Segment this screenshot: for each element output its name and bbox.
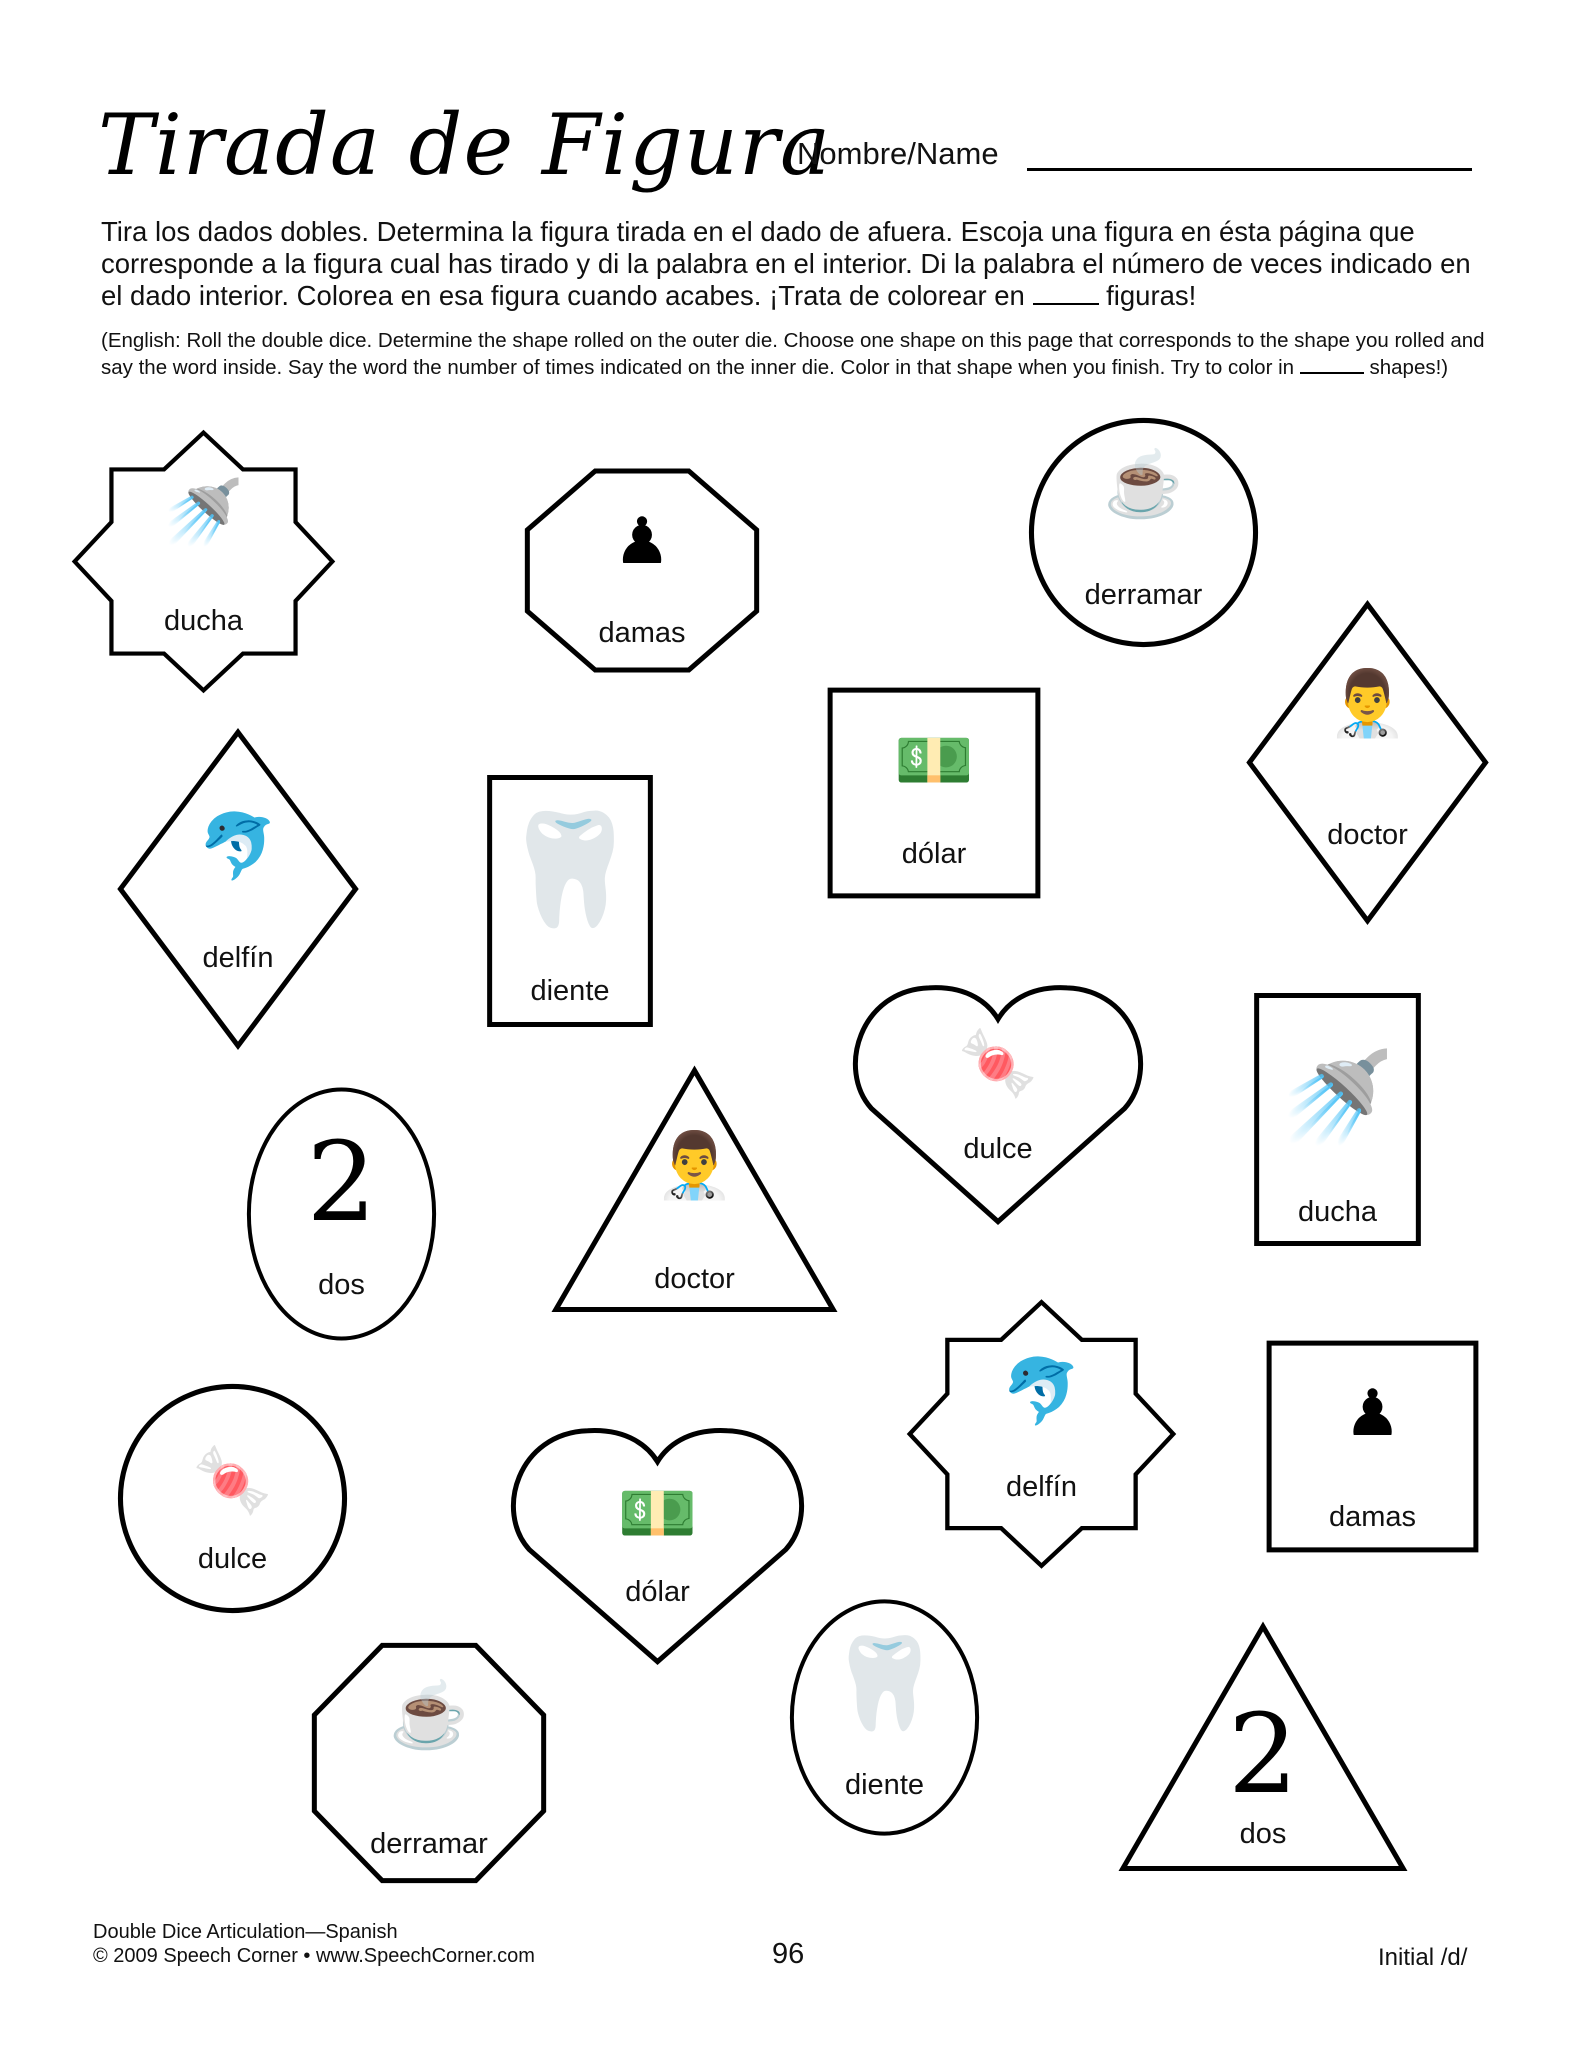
star-outline (72, 430, 335, 693)
heart-outline (854, 983, 1142, 1224)
shape-word: dos (1239, 1818, 1287, 1850)
shower-icon: 🚿 (1281, 1048, 1394, 1148)
spill-icon: ☕ (389, 1679, 469, 1751)
footer-copyright: © 2009 Speech Corner • www.SpeechCorner.com (93, 1945, 535, 1967)
instructions-spanish (101, 216, 1491, 312)
page-number: 96 (772, 1938, 805, 1970)
dollar-bill-icon: 💵 (894, 724, 974, 796)
shape-triangle-doctor[interactable] (553, 1068, 836, 1312)
diamond-outline (118, 729, 358, 1049)
goal-count-blank[interactable] (1033, 303, 1099, 305)
shape-circle-derramar[interactable] (1028, 417, 1259, 648)
instructions-english (101, 327, 1491, 381)
shape-triangle-dos[interactable] (1120, 1624, 1406, 1871)
number-two: 2 (306, 1118, 377, 1246)
shape-word: delfín (202, 942, 274, 974)
star-outline (907, 1299, 1176, 1569)
dolphin-icon: 🐬 (198, 810, 278, 882)
shape-word: diente (844, 1769, 924, 1801)
shape-word: dos (318, 1269, 365, 1301)
page-title: Tirada de Figura (98, 96, 832, 194)
shape-rectangle-diente[interactable] (488, 775, 652, 1027)
shower-icon: 🚿 (163, 476, 244, 548)
shape-word: delfín (1006, 1471, 1077, 1503)
dollar-bill-icon: 💵 (617, 1477, 698, 1549)
shape-word: doctor (654, 1263, 735, 1295)
footer-book-title: Double Dice Articulation—Spanish (93, 1921, 398, 1943)
shape-word: dólar (901, 838, 967, 870)
candy-icon: 🍬 (958, 1027, 1038, 1099)
shape-word: ducha (163, 605, 243, 637)
diamond-outline (1247, 601, 1488, 924)
instructions-spanish-text: Tira los dados dobles. Determina la figura tirada en el dado de afuera. Escoja una figura en ésta página que corresponde a la figura cual has tirado y di la palabra en el interior. Di la palabra el número de veces indicado en el dado interior. Colorea en esa figura cuando acabes. ¡Trata de colorear en (101, 216, 1471, 311)
shape-word: dulce (963, 1133, 1033, 1165)
shape-word: damas (598, 617, 686, 649)
tooth-icon: 🦷 (828, 1634, 941, 1734)
shape-word: derramar (1084, 579, 1203, 611)
doctor-icon: 👨‍⚕️ (1327, 667, 1408, 739)
shape-rectangle-dolar[interactable] (828, 688, 1040, 898)
candy-icon: 🍬 (192, 1444, 273, 1516)
shape-circle-dulce[interactable] (117, 1383, 348, 1614)
instructions-english-end: shapes!) (1369, 356, 1449, 379)
shape-word: dólar (625, 1576, 690, 1608)
shape-diamond-delfin[interactable] (118, 729, 358, 1049)
shape-word: derramar (370, 1828, 488, 1860)
checkers-icon: ♟ (1343, 1377, 1402, 1449)
shape-word: dulce (197, 1543, 268, 1575)
shape-star-ducha[interactable] (72, 430, 335, 693)
shape-word: ducha (1297, 1196, 1377, 1228)
shape-heart-dolar[interactable] (512, 1426, 803, 1664)
shape-rectangle-ducha[interactable] (1255, 993, 1420, 1246)
shape-rectangle-damas[interactable] (1267, 1341, 1478, 1552)
name-label: Nombre/Name (797, 136, 999, 171)
shape-word: damas (1328, 1501, 1417, 1533)
shape-octagon-derramar[interactable] (312, 1643, 546, 1883)
target-sound: Initial /d/ (1378, 1944, 1468, 1971)
tooth-icon: 🦷 (501, 808, 639, 931)
shape-diamond-doctor[interactable] (1247, 601, 1488, 924)
goal-count-blank-english[interactable] (1300, 372, 1364, 374)
shape-word: diente (530, 975, 610, 1007)
number-two: 2 (1228, 1690, 1298, 1818)
doctor-icon: 👨‍⚕️ (654, 1129, 735, 1201)
shape-octagon-damas[interactable] (525, 469, 759, 672)
spill-icon: ☕ (1103, 448, 1184, 520)
checkers-icon: ♟ (613, 505, 671, 577)
shape-oval-diente[interactable] (790, 1599, 979, 1836)
shape-oval-dos[interactable] (247, 1087, 436, 1341)
name-field[interactable] (1027, 168, 1472, 171)
instructions-spanish-end: figuras! (1106, 280, 1197, 311)
instructions-english-text: (English: Roll the double dice. Determine the shape rolled on the outer die. Choose one shape on this page that corresponds to the shape you rolled and say the word inside. Say the word the number of times indicated on the inner die. Color in that shape when you finish. Try to color in (101, 329, 1485, 379)
shape-star-delfin[interactable] (907, 1299, 1176, 1569)
dolphin-icon: 🐬 (1001, 1355, 1082, 1427)
footer-credits (93, 1920, 535, 1968)
shape-word: doctor (1327, 819, 1408, 851)
shape-heart-dulce[interactable] (854, 983, 1142, 1224)
